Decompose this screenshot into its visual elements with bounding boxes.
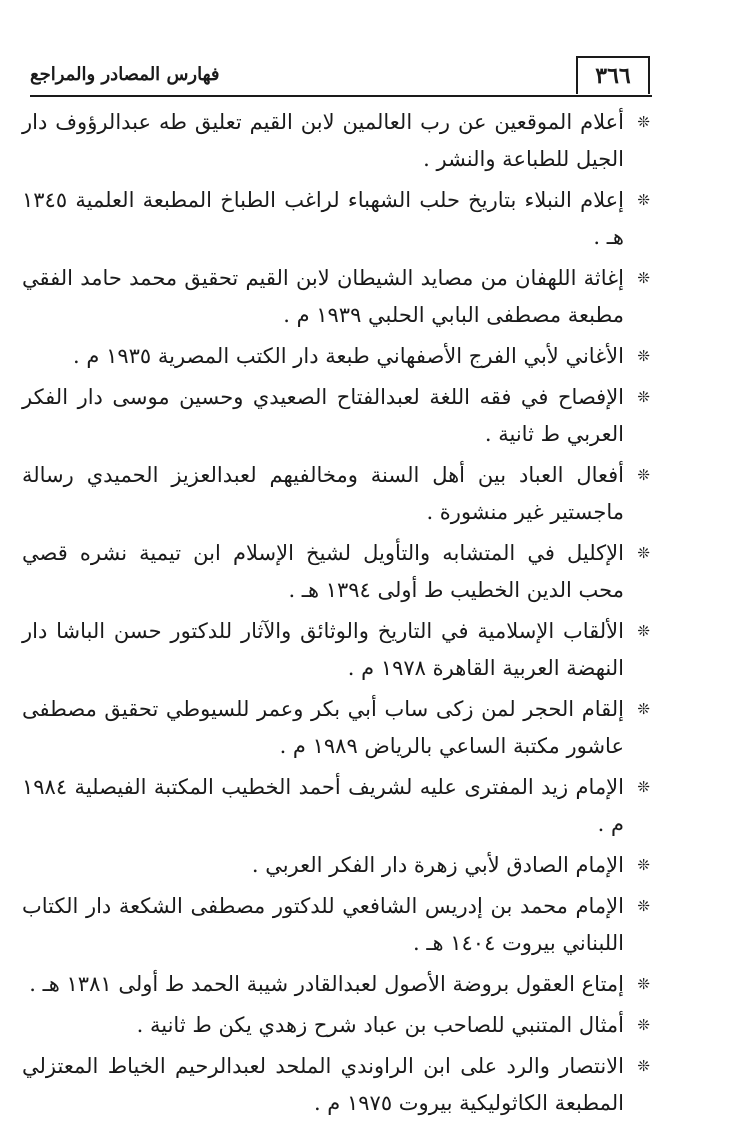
entry-text: الانتصار والرد على ابن الراوندي الملحد لعبدالرحيم الخياط المعتزلي المطبعة الكاثوليكية بيروت ١٩٧٥ م . — [22, 1054, 624, 1115]
asterism-icon: ❊ — [637, 856, 650, 874]
bibliography-entry — [22, 769, 652, 843]
asterism-icon: ❊ — [637, 113, 650, 131]
asterism-icon: ❊ — [637, 269, 650, 287]
bibliography-entry — [22, 104, 652, 178]
asterism-icon: ❊ — [637, 388, 650, 406]
entry-text: أعلام الموقعين عن رب العالمين لابن القيم تعليق طه عبدالرؤوف دار الجيل للطباعة والنشر . — [22, 110, 624, 171]
entry-text: إغاثة اللهفان من مصايد الشيطان لابن القيم تحقيق محمد حامد الفقي مطبعة مصطفى البابي الحلبي ١٩٣٩ م . — [22, 266, 624, 327]
entry-text: الألقاب الإسلامية في التاريخ والوثائق والآثار للدكتور حسن الباشا دار النهضة العربية القاهرة ١٩٧٨ م . — [22, 619, 624, 680]
entry-text: إعلام النبلاء بتاريخ حلب الشهباء لراغب الطباخ المطبعة العلمية ١٣٤٥ هـ . — [22, 188, 624, 249]
entry-text: الإفصاح في فقه اللغة لعبدالفتاح الصعيدي وحسين موسى دار الفكر العربي ط ثانية . — [22, 385, 624, 446]
bibliography-entry — [22, 1007, 652, 1044]
entry-text: إلقام الحجر لمن زكى ساب أبي بكر وعمر للسيوطي تحقيق مصطفى عاشور مكتبة الساعي بالرياض ١٩٨٩ م . — [22, 697, 624, 758]
running-title: فهارس المصادر والمراجع — [30, 64, 220, 85]
asterism-icon: ❊ — [637, 347, 650, 365]
asterism-icon: ❊ — [637, 975, 650, 993]
entry-text: الأغاني لأبي الفرج الأصفهاني طبعة دار الكتب المصرية ١٩٣٥ م . — [73, 344, 624, 368]
asterism-icon: ❊ — [637, 191, 650, 209]
bibliography-entry — [22, 691, 652, 765]
bibliography-entry — [22, 338, 652, 375]
bibliography-entry — [22, 613, 652, 687]
asterism-icon: ❊ — [637, 1016, 650, 1034]
asterism-icon: ❊ — [637, 700, 650, 718]
page-header — [30, 56, 650, 96]
asterism-icon: ❊ — [637, 544, 650, 562]
entry-text: إمتاع العقول بروضة الأصول لعبدالقادر شيبة الحمد ط أولى ١٣٨١ هـ . — [29, 972, 624, 996]
bibliography-list — [22, 104, 652, 1126]
bibliography-entry — [22, 535, 652, 609]
asterism-icon: ❊ — [637, 466, 650, 484]
bibliography-entry — [22, 1048, 652, 1122]
bibliography-entry — [22, 379, 652, 453]
asterism-icon: ❊ — [637, 1057, 650, 1075]
header-rule — [30, 95, 652, 97]
entry-text: الإمام محمد بن إدريس الشافعي للدكتور مصطفى الشكعة دار الكتاب اللبناني بيروت ١٤٠٤ هـ . — [22, 894, 624, 955]
bibliography-entry — [22, 182, 652, 256]
entry-text: الإكليل في المتشابه والتأويل لشيخ الإسلام ابن تيمية نشره قصي محب الدين الخطيب ط أولى ١٣٩٤ هـ . — [22, 541, 624, 602]
asterism-icon: ❊ — [637, 622, 650, 640]
bibliography-entry — [22, 966, 652, 1003]
bibliography-entry — [22, 260, 652, 334]
entry-text: أمثال المتنبي للصاحب بن عباد شرح زهدي يكن ط ثانية . — [136, 1013, 624, 1037]
page-number: ٣٦٦ — [576, 56, 650, 94]
entry-text: الإمام الصادق لأبي زهرة دار الفكر العربي . — [251, 853, 624, 877]
bibliography-entry — [22, 457, 652, 531]
asterism-icon: ❊ — [637, 778, 650, 796]
asterism-icon: ❊ — [637, 897, 650, 915]
bibliography-entry — [22, 888, 652, 962]
entry-text: أفعال العباد بين أهل السنة ومخالفيهم لعبدالعزيز الحميدي رسالة ماجستير غير منشورة . — [22, 463, 624, 524]
entry-text: الإمام زيد المفترى عليه لشريف أحمد الخطيب المكتبة الفيصلية ١٩٨٤ م . — [22, 775, 624, 836]
bibliography-entry — [22, 847, 652, 884]
